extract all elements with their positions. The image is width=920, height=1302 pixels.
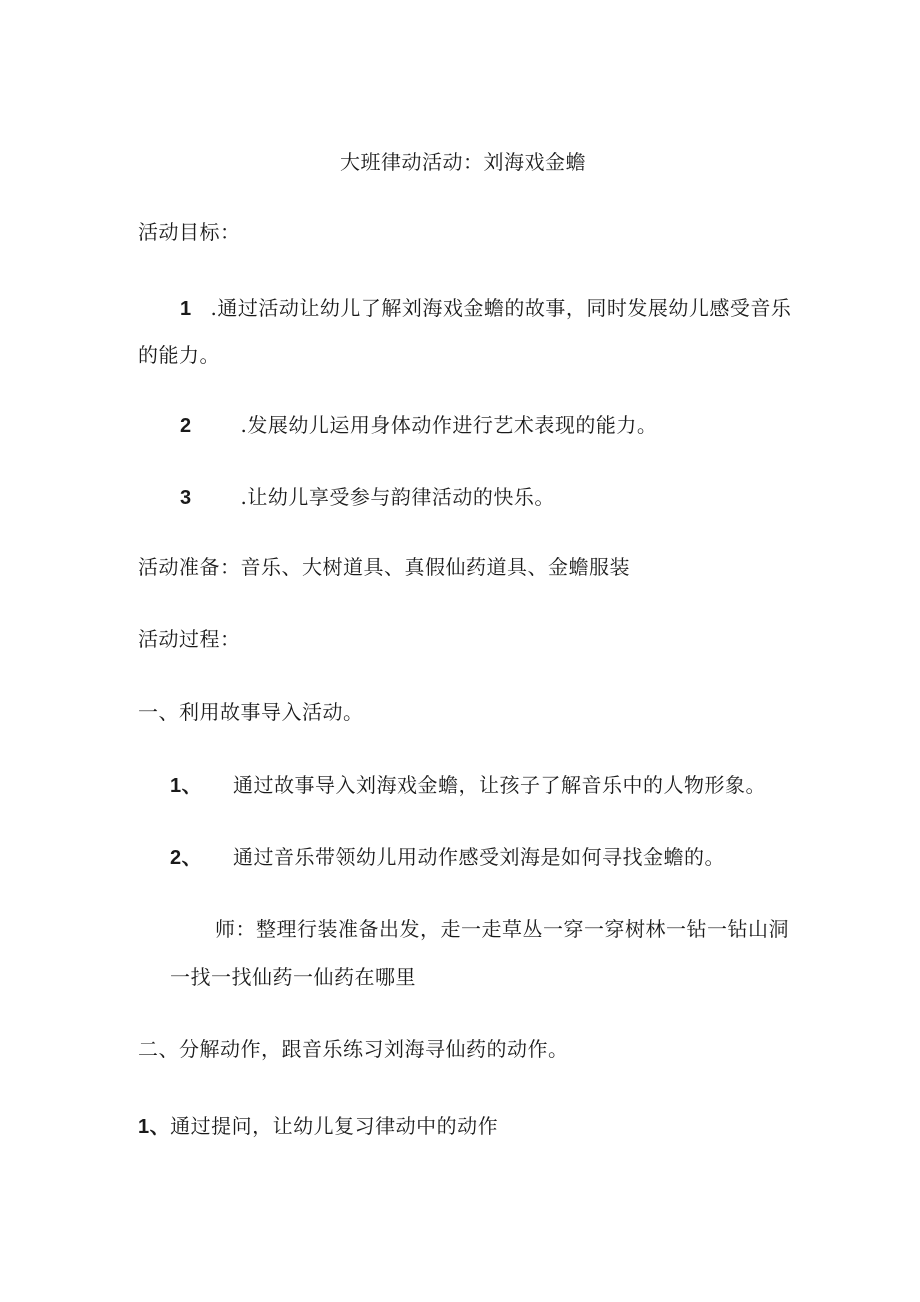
goal-text: .通过活动让幼儿了解刘海戏金蟾的故事，同时发展幼儿感受音乐 bbox=[210, 296, 792, 320]
goal-item-1 bbox=[180, 296, 791, 321]
item-text: 通过提问，让幼儿复习律动中的动作 bbox=[170, 1114, 499, 1138]
goal-number: 1 bbox=[180, 298, 192, 320]
section-1-heading: 一、利用故事导入活动。 bbox=[138, 700, 364, 724]
section-2-heading: 二、分解动作，跟音乐练习刘海寻仙药的动作。 bbox=[138, 1037, 569, 1061]
process-heading: 活动过程： bbox=[138, 627, 241, 651]
teacher-line-continued: 一找一找仙药一仙药在哪里 bbox=[170, 965, 416, 989]
goal-text: .发展幼儿运用身体动作进行艺术表现的能力。 bbox=[240, 413, 658, 437]
section-1-item-1 bbox=[170, 773, 766, 798]
teacher-line: 师：整理行装准备出发，走一走草丛一穿一穿树林一钻一钻山洞 bbox=[215, 917, 789, 941]
goal-item-1-continued: 的能力。 bbox=[138, 343, 220, 367]
item-text: 通过音乐带领幼儿用动作感受刘海是如何寻找金蟾的。 bbox=[232, 845, 725, 869]
goal-item-2 bbox=[180, 413, 657, 438]
goal-text: .让幼儿享受参与韵律活动的快乐。 bbox=[240, 485, 555, 509]
goal-number: 3 bbox=[180, 487, 192, 509]
goal-number: 2 bbox=[180, 415, 192, 437]
goal-item-3 bbox=[180, 485, 555, 510]
document-title: 大班律动活动：刘海戏金蟾 bbox=[340, 150, 586, 174]
section-2-item-1 bbox=[138, 1114, 498, 1139]
item-text: 通过故事导入刘海戏金蟾，让孩子了解音乐中的人物形象。 bbox=[232, 773, 766, 797]
item-number: 1、 bbox=[170, 775, 203, 797]
item-number: 1、 bbox=[138, 1116, 171, 1138]
section-1-item-2 bbox=[170, 845, 725, 870]
goals-heading: 活动目标： bbox=[138, 220, 241, 244]
item-number: 2、 bbox=[170, 847, 203, 869]
preparation-line: 活动准备：音乐、大树道具、真假仙药道具、金蟾服装 bbox=[138, 555, 630, 579]
